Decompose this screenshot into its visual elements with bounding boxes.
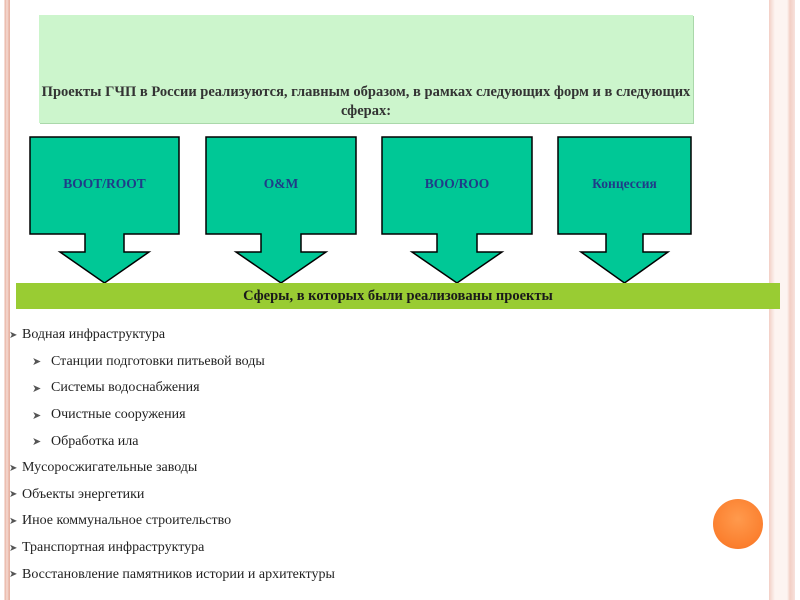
list-item-label: Системы водоснабжения — [51, 380, 200, 396]
form-label: Концессия — [592, 176, 657, 191]
spheres-band — [16, 283, 780, 309]
list-item-label: Водная инфраструктура — [22, 327, 166, 343]
list-item — [9, 375, 649, 402]
list-item-label: Объекты энергетики — [22, 486, 145, 502]
list-item — [9, 455, 649, 482]
list-item — [9, 535, 649, 562]
list-item-label: Мусоросжигательные заводы — [22, 460, 198, 476]
list-item-label: Обработка ила — [51, 433, 139, 449]
triangle-bullet-icon: ➤ — [9, 569, 18, 581]
callout-arrow-shape — [205, 136, 357, 288]
triangle-bullet-icon: ➤ — [32, 356, 42, 369]
form-label: O&M — [263, 176, 299, 191]
list-item — [9, 428, 649, 455]
form-label: BOOT/ROOT — [63, 176, 146, 191]
triangle-bullet-icon: ➤ — [32, 409, 42, 422]
spheres-band-title: Сферы, в которых были реализованы проекты — [243, 287, 553, 304]
callout-arrow-shape — [29, 136, 180, 288]
list-item — [9, 349, 649, 376]
triangle-bullet-icon: ➤ — [9, 489, 18, 501]
spheres-list — [9, 322, 649, 588]
decorative-circle — [713, 499, 763, 549]
form-box-om — [205, 136, 357, 288]
form-box-boot-root — [29, 136, 180, 288]
list-item — [9, 482, 649, 509]
triangle-bullet-icon: ➤ — [32, 382, 42, 395]
list-item-label: Очистные сооружения — [51, 407, 186, 423]
triangle-bullet-icon: ➤ — [32, 436, 42, 449]
triangle-bullet-icon: ➤ — [9, 329, 18, 341]
triangle-bullet-icon: ➤ — [9, 515, 18, 527]
list-item-label: Транспортная инфраструктура — [22, 540, 205, 556]
list-item — [9, 561, 649, 588]
list-item — [9, 508, 649, 535]
callout-arrow-shape — [557, 136, 692, 288]
list-item-label: Восстановление памятников истории и архитектуры — [22, 566, 335, 582]
triangle-bullet-icon: ➤ — [9, 462, 18, 474]
list-item — [9, 402, 649, 429]
header-text: Проекты ГЧП в России реализуются, главным образом, в рамках следующих форм и в следующих сферах: — [41, 84, 691, 119]
callout-arrow-shape — [381, 136, 533, 288]
form-box-concession — [557, 136, 692, 288]
list-item-label: Иное коммунальное строительство — [22, 513, 232, 529]
list-item-label: Станции подготовки питьевой воды — [51, 353, 265, 369]
form-label: BOO/ROO — [424, 176, 490, 191]
list-item — [9, 322, 649, 349]
form-box-boo-roo — [381, 136, 533, 288]
triangle-bullet-icon: ➤ — [9, 542, 18, 554]
